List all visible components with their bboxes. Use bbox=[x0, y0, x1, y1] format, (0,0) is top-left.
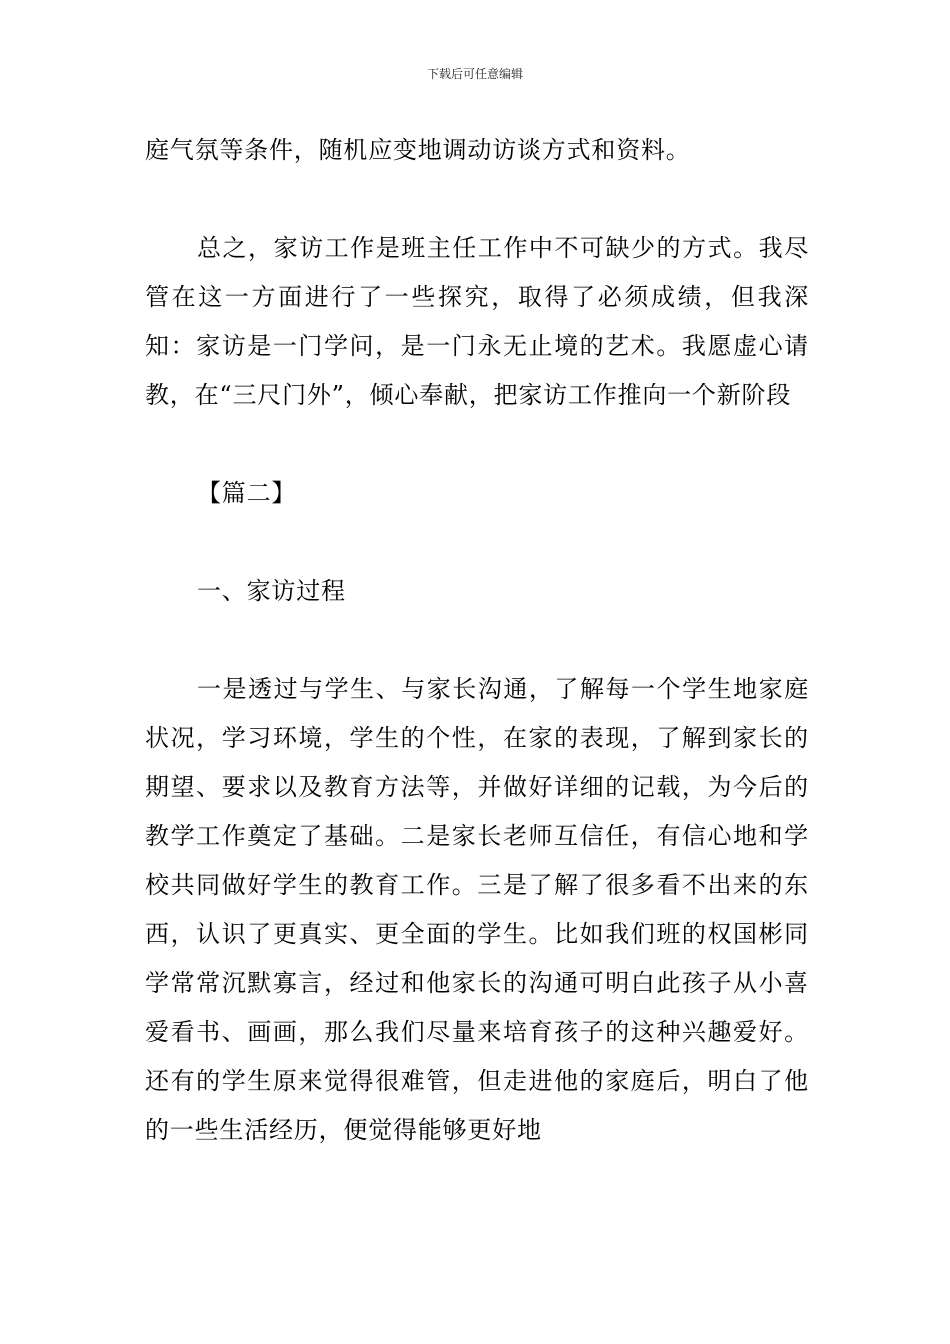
subsection-heading: 一、家访过程 bbox=[197, 577, 346, 605]
paragraph-gap bbox=[145, 518, 809, 567]
paragraph-gap bbox=[145, 175, 809, 224]
paragraph-gap bbox=[145, 420, 809, 469]
paragraph-conclusion: 总之，家访工作是班主任工作中不可缺少的方式。我尽管在这一方面进行了一些探究，取得了必须成绩，但我深知：家访是一门学问，是一门永无止境的艺术。我愿虚心请教，在“三尺门外”，倾心奉献，把家访工作推向一个新阶段 bbox=[145, 234, 809, 409]
paragraph-continuation: 庭气氛等条件，随机应变地调动访谈方式和资料。 bbox=[145, 136, 691, 164]
paragraph-gap bbox=[145, 616, 809, 665]
document-body bbox=[145, 126, 809, 1155]
paragraph-home-visit-process: 一是透过与学生、与家长沟通，了解每一个学生地家庭状况，学习环境，学生的个性，在家的表现，了解到家长的期望、要求以及教育方法等，并做好详细的记载，为今后的教学工作奠定了基础。二是家长老师互信任，有信心地和学校共同做好学生的教育工作。三是了解了很多看不出来的东西，认识了更真实、更全面的学生。比如我们班的权国彬同学常常沉默寡言，经过和他家长的沟通可明白此孩子从小喜爱看书、画画，那么我们尽量来培育孩子的这种兴趣爱好。还有的学生原来觉得很难管，但走进他的家庭后，明白了他的一些生活经历，便觉得能够更好地 bbox=[145, 675, 809, 1144]
page-header: 下载后可任意编辑 bbox=[426, 67, 523, 81]
section-heading: 【篇二】 bbox=[197, 479, 297, 507]
